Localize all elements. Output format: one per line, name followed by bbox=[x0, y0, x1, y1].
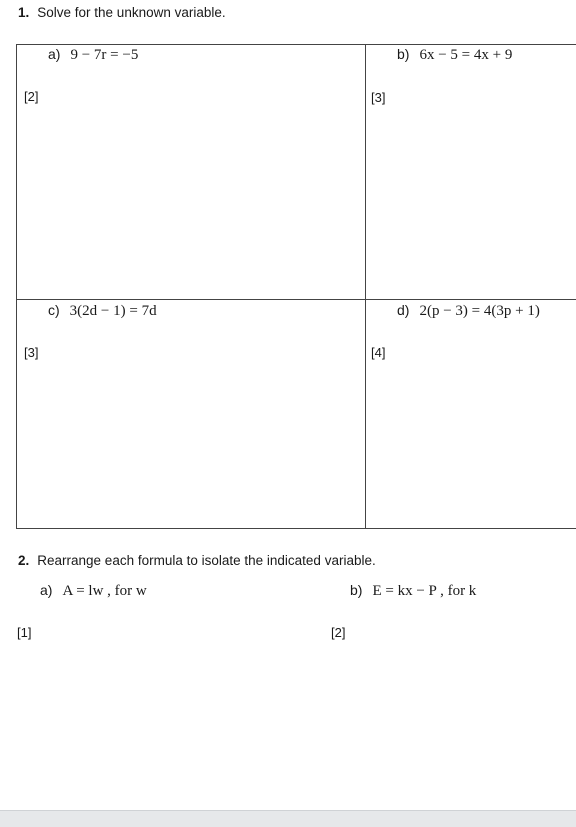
grid-horizontal-divider bbox=[16, 299, 576, 300]
q1-part-b-label: b) bbox=[397, 46, 410, 62]
grid-vertical-divider bbox=[365, 44, 366, 529]
q2-part-b-formula: E = kx − P , for k bbox=[372, 583, 477, 599]
q1-part-c bbox=[48, 302, 157, 320]
q1-part-d-label: d) bbox=[397, 302, 410, 318]
q1-part-a-marks: [2] bbox=[24, 89, 39, 104]
question-1-number: 1. bbox=[18, 5, 30, 20]
question-2-number: 2. bbox=[18, 553, 30, 568]
q2-part-a-label: a) bbox=[40, 582, 53, 598]
answer-grid bbox=[16, 44, 576, 529]
page-bottom-edge bbox=[0, 810, 576, 827]
q1-part-c-label: c) bbox=[48, 302, 60, 318]
q2-part-b-marks: [2] bbox=[331, 625, 346, 640]
q1-part-b-marks: [3] bbox=[371, 90, 386, 105]
question-2-heading bbox=[18, 553, 376, 568]
q2-part-a-formula: A = lw , for w bbox=[62, 583, 147, 599]
q1-part-a-equation: 9 − 7r = −5 bbox=[70, 47, 139, 63]
q1-part-b-equation: 6x − 5 = 4x + 9 bbox=[419, 47, 513, 63]
q1-part-d-marks: [4] bbox=[371, 345, 386, 360]
q1-part-d-equation: 2(p − 3) = 4(3p + 1) bbox=[419, 303, 540, 319]
q1-part-a bbox=[48, 46, 138, 64]
q2-part-a-marks: [1] bbox=[17, 625, 32, 640]
q1-part-d bbox=[397, 302, 540, 320]
q2-part-a bbox=[40, 582, 147, 600]
q1-part-b bbox=[397, 46, 512, 64]
question-1-text: Solve for the unknown variable. bbox=[37, 5, 226, 20]
q1-part-c-marks: [3] bbox=[24, 345, 39, 360]
q2-part-b bbox=[350, 582, 476, 600]
q1-part-a-label: a) bbox=[48, 46, 61, 62]
question-1-heading bbox=[18, 5, 226, 20]
q1-part-c-equation: 3(2d − 1) = 7d bbox=[69, 303, 157, 319]
question-2-text: Rearrange each formula to isolate the indicated variable. bbox=[37, 553, 376, 568]
q2-part-b-label: b) bbox=[350, 582, 363, 598]
